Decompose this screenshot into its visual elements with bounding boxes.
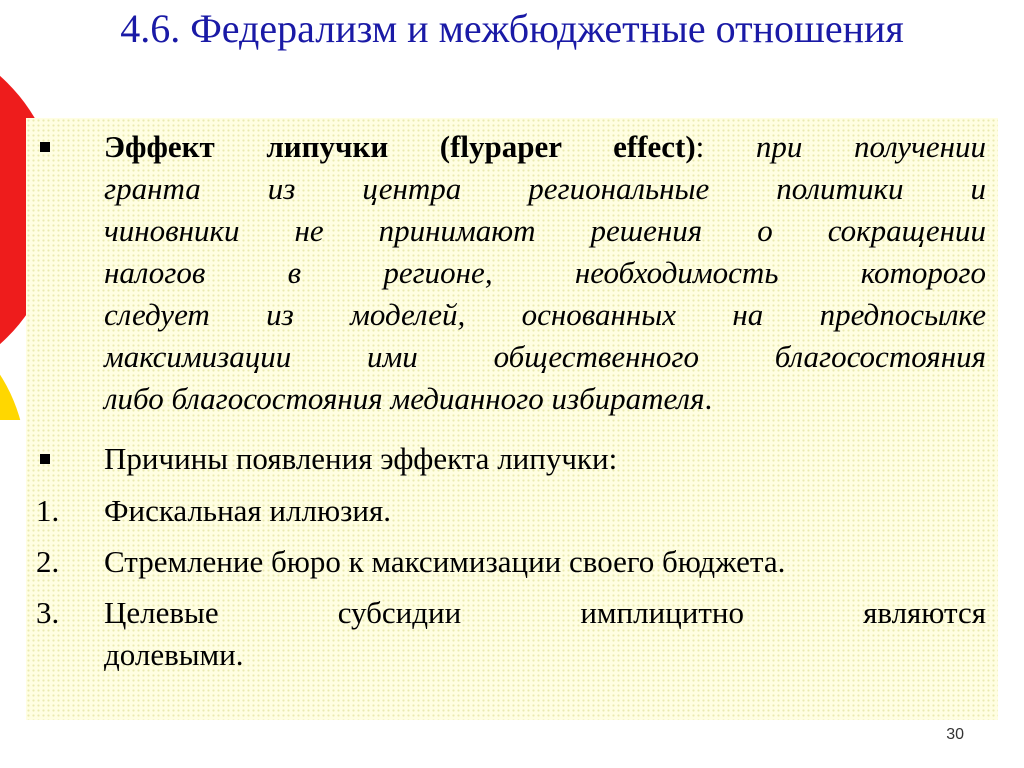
definition-line: гранта из центра региональные политики и: [104, 171, 986, 206]
list-number: 3.: [36, 595, 60, 630]
bullet-first-line: [104, 126, 986, 167]
list-number: 2.: [36, 544, 60, 579]
definition-period: .: [704, 381, 713, 416]
numbered-item-text: Фискальная иллюзия.: [104, 493, 391, 528]
term-colon: :: [695, 129, 705, 164]
page-number: 30: [946, 726, 964, 743]
definition-last-line: [104, 378, 986, 419]
slide-title: 4.6. Федерализм и межбюджетные отношения: [120, 6, 904, 51]
numbered-item-text-line2: долевыми.: [104, 637, 244, 672]
numbered-item-text: Стремление бюро к максимизации своего бюджета.: [104, 544, 786, 579]
square-bullet-icon: [40, 454, 50, 464]
content-panel: [26, 118, 998, 720]
numbered-item-text-line1: Целевые субсидии имплицитно являются: [104, 595, 986, 630]
definition-line: максимизации ими общественного благосостояния: [104, 339, 986, 374]
square-bullet-icon: [40, 142, 50, 152]
definition-line: либо благосостояния медианного избирателя: [104, 381, 705, 416]
definition-lead: при получении: [704, 129, 986, 164]
causes-heading: Причины появления эффекта липучки:: [104, 441, 618, 476]
definition-line: чиновники не принимают решения о сокращении: [104, 213, 986, 248]
definition-line: налогов в регионе, необходимость которого: [104, 255, 986, 290]
definition-line: следует из моделей, основанных на предпосылке: [104, 297, 986, 332]
term-heading: Эффект липучки (flypaper effect): [104, 129, 696, 164]
list-number: 1.: [36, 493, 60, 528]
